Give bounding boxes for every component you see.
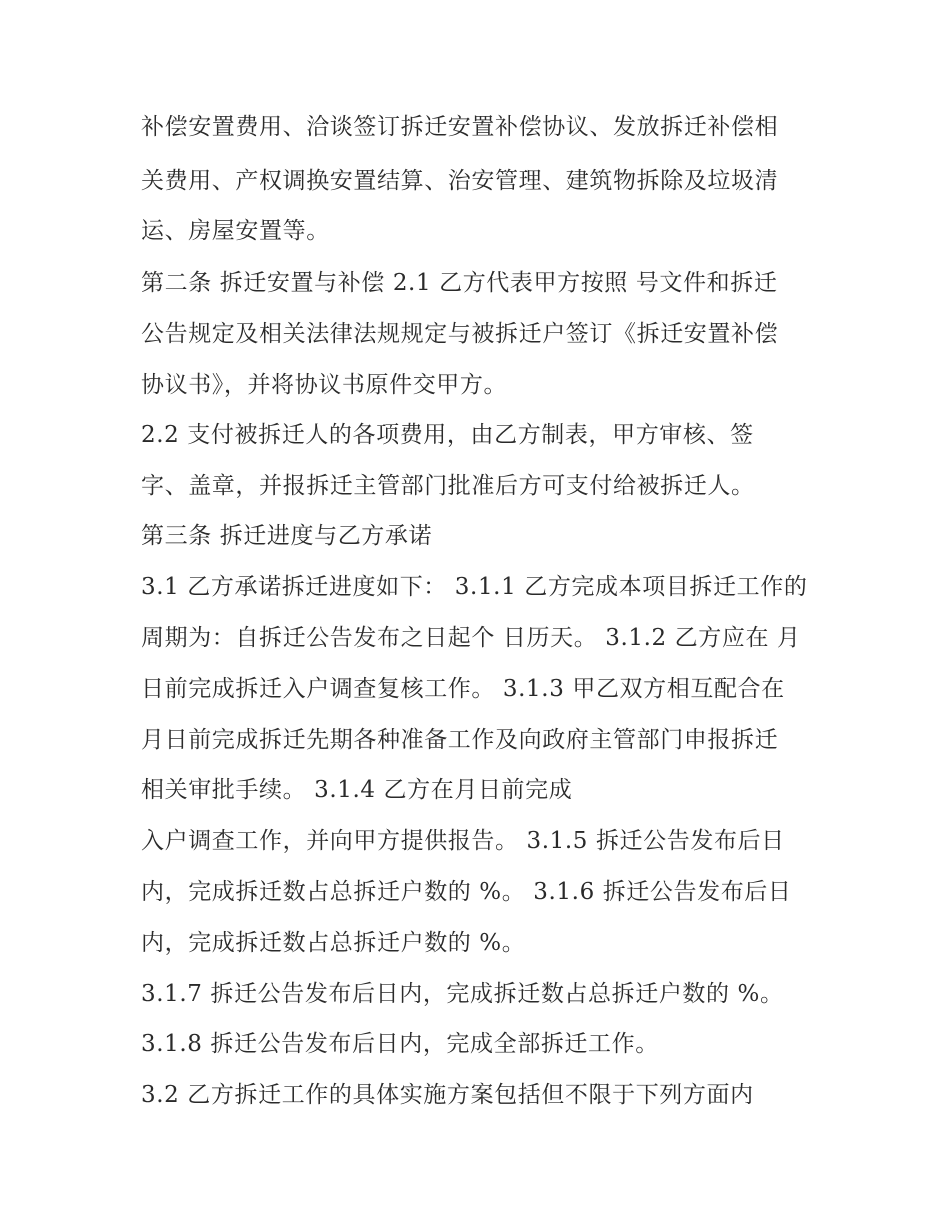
- text-line: 内，完成拆迁数占总拆迁户数的 %。 3.1.6 拆迁公告发布后日: [141, 879, 792, 905]
- text-line: 相关审批手续。 3.1.4 乙方在月日前完成: [141, 777, 573, 803]
- text-line: 公告规定及相关法律法规规定与被拆迁户签订《拆迁安置补偿: [141, 321, 779, 347]
- text-line: 内，完成拆迁数占总拆迁户数的 %。: [141, 930, 526, 956]
- text-line: 3.1.7 拆迁公告发布后日内，完成拆迁数占总拆迁户数的 %。: [141, 981, 784, 1007]
- text-line: 3.2 乙方拆迁工作的具体实施方案包括但不限于下列方面内: [141, 1082, 754, 1108]
- text-line: 字、盖章，并报拆迁主管部门批准后方可支付给被拆迁人。: [141, 473, 755, 499]
- text-line: 月日前完成拆迁先期各种准备工作及向政府主管部门申报拆迁: [141, 727, 779, 753]
- text-line: 3.1 乙方承诺拆迁进度如下： 3.1.1 乙方完成本项目拆迁工作的: [141, 574, 808, 600]
- text-line: 关费用、产权调换安置结算、治安管理、建筑物拆除及垃圾清: [141, 168, 779, 194]
- text-line: 协议书》，并将协议书原件交甲方。: [141, 372, 508, 398]
- text-line: 补偿安置费用、洽谈签订拆迁安置补偿协议、发放拆迁补偿相: [141, 114, 779, 140]
- text-line: 日前完成拆迁入户调查复核工作。 3.1.3 甲乙双方相互配合在: [141, 676, 785, 702]
- text-line: 2.2 支付被拆迁人的各项费用，由乙方制表，甲方审核、签: [141, 422, 754, 448]
- text-line: 第三条 拆迁进度与乙方承诺: [141, 523, 433, 549]
- text-line: 入户调查工作，并向甲方提供报告。 3.1.5 拆迁公告发布后日: [141, 828, 785, 854]
- text-line: 第二条 拆迁安置与补偿 2.1 乙方代表甲方按照 号文件和拆迁: [141, 270, 778, 296]
- text-line: 3.1.8 拆迁公告发布后日内，完成全部拆迁工作。: [141, 1031, 659, 1057]
- text-line: 周期为：自拆迁公告发布之日起个 日历天。 3.1.2 乙方应在 月: [141, 625, 801, 651]
- text-line: 运、房屋安置等。: [141, 218, 330, 244]
